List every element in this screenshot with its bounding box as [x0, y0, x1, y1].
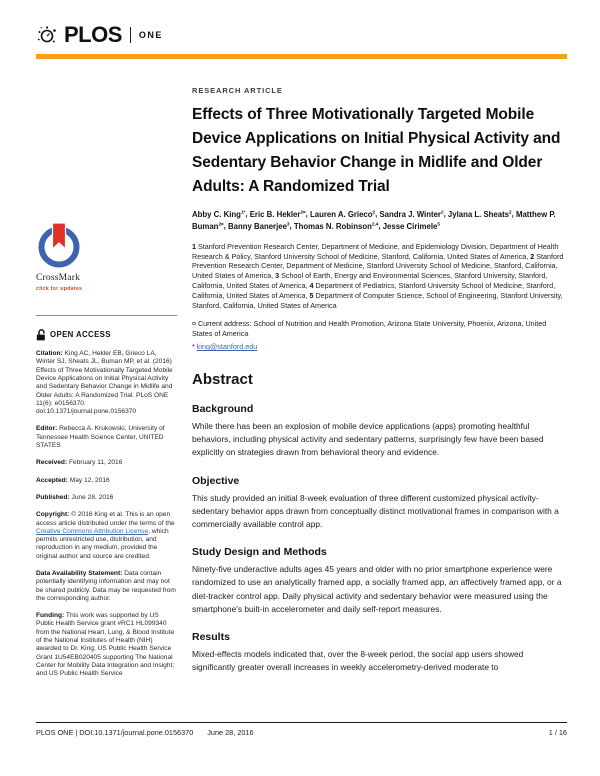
- crossmark-icon: [36, 222, 82, 268]
- funding-text: This work was supported by US Public Health Service grant #RC1 HL099340 from the National Heart, Lung, & Blood Institute of the National Institutes of Health (NIH) awarded to Dr. King; US Public Health Service Grant 1U54EB020405 supporting The National Center for Mobility Data Integration and Insight; and US Public Health Service: [36, 612, 175, 678]
- data-availability-label: Data Availability Statement:: [36, 570, 123, 577]
- copyright-block: [36, 511, 177, 561]
- citation-block: [36, 350, 177, 416]
- editor-label: Editor:: [36, 425, 58, 433]
- accepted-date: May 12, 2016: [69, 476, 110, 484]
- journal-masthead: [36, 20, 567, 50]
- crossmark-subtitle: click for updates: [36, 286, 83, 293]
- published-date: June 28, 2016: [71, 493, 114, 501]
- funding-block: [36, 612, 177, 678]
- open-access-label: OPEN ACCESS: [50, 330, 111, 340]
- section-heading-objective: Objective: [192, 474, 240, 487]
- author: Thomas N. Robinson$^{2,4}$: [293, 221, 379, 231]
- article-main-column: [192, 86, 568, 674]
- footer-rule: [36, 722, 567, 723]
- footer-left: [36, 728, 268, 737]
- author: Abby C. King$^{1*}$: [192, 209, 246, 219]
- logo-one-text: ONE: [138, 30, 163, 40]
- footer-journal-doi: PLOS ONE | DOI:10.1371/journal.pone.0156370: [36, 728, 194, 737]
- data-availability-block: [36, 570, 177, 603]
- affiliation-number: 1: [192, 241, 196, 251]
- logo-plos-text: PLOS: [64, 22, 122, 47]
- received-label: Received:: [36, 459, 68, 467]
- plos-one-logo: [36, 20, 567, 50]
- plos-sparkle-icon: [36, 24, 58, 46]
- accepted-label: Accepted:: [36, 476, 68, 484]
- article-metadata-sidebar: [36, 222, 177, 679]
- citation-label: Citation:: [36, 350, 63, 358]
- section-heading-background: Background: [192, 403, 254, 415]
- author: Eric B. Hekler$^{2¤}$: [249, 209, 306, 219]
- cc-license-link[interactable]: Creative Commons Attribution License: [36, 527, 149, 535]
- author: Jesse Cirimele$^5$: [382, 221, 440, 231]
- sidebar-divider: [36, 315, 177, 316]
- author-line: Abby C. King$^{1*}$, Eric B. Hekler$^{2¤}$, Lauren A. Grieco$^2$, Sandra J. Winter$^2$, Jylana L. Sheats$^2$, Matthew P. Buman$^{2¤}$, Banny Banerjee$^3$, Thomas N. Robinson$^{2,4}$, Jesse Cirimele$^5$: [192, 209, 556, 231]
- affiliation-text: Department of Pediatrics, Stanford University School of Medicine, Stanford, California, United States of America,: [192, 281, 556, 301]
- article-type-kicker: RESEARCH ARTICLE: [192, 86, 283, 95]
- published-label: Published:: [36, 493, 70, 501]
- crossmark-badge[interactable]: [36, 222, 177, 293]
- accepted-block: [36, 477, 177, 485]
- author: Jylana L. Sheats$^2$: [447, 209, 512, 219]
- section-heading-results: Results: [192, 631, 230, 644]
- open-lock-icon: [36, 329, 46, 341]
- corresponding-marker: *: [192, 342, 197, 351]
- open-access-row: [36, 329, 177, 341]
- logo-divider: [130, 27, 131, 43]
- funding-label: Funding:: [36, 612, 65, 620]
- header-accent-bar: [36, 54, 567, 59]
- author: Sandra J. Winter$^2$: [379, 209, 444, 219]
- affiliation-text: Stanford Prevention Research Center, Department of Medicine, Stanford University School of Medicine, Stanford, California, United States of America,: [192, 251, 564, 281]
- abstract-heading: Abstract: [192, 371, 253, 388]
- affiliation-text: Department of Computer Science, School of Engineering, Stanford University, Stanford, California, United States of America: [192, 291, 563, 311]
- received-block: [36, 459, 177, 467]
- corresponding-email-link[interactable]: king@stanford.edu: [196, 342, 258, 351]
- section-body-results: Mixed-effects models indicated that, over the 8-week period, the social app users showed significantly greater overall increases in weekly accelerometry-derived moderate to: [192, 649, 524, 673]
- affiliation-number: 3: [275, 271, 280, 281]
- section-body-background: While there has been an explosion of mobile device applications (apps) promoting healthful behaviors, including physical activity and sedentary patterns, surprisingly few have been based explicitly on strategies drawn from behavioral theory and evidence.: [192, 421, 544, 458]
- affiliation-text: Stanford Prevention Research Center, Department of Medicine, and Epidemiology Division, Department of Health Research & Policy, Stanford University School of Medicine, Stanford, California, United States of America,: [192, 241, 559, 261]
- received-date: February 11, 2016: [69, 459, 123, 467]
- author: Lauren A. Grieco$^2$: [309, 209, 376, 219]
- copyright-post: , which permits unrestricted use, distribution, and reproduction in any medium, provided the original author and source are credited.: [36, 527, 169, 560]
- affiliation-number: 5: [309, 291, 314, 301]
- affiliation-text: School of Earth, Energy and Environmental Sciences, Stanford University, Stanford, California, United States of America,: [192, 271, 548, 291]
- data-availability-text: Data contain potentially identifying information and may not be shared publicly. Data may be requested from the corresponding author.: [36, 570, 176, 602]
- editor-text: Rebecca A. Krukowski, University of Tennessee Health Science Center, UNITED STATES: [36, 425, 165, 450]
- current-address-note: ¤ Current address: School of Nutrition and Health Promotion, Arizona State University, Phoenix, Arizona, United States of America: [192, 319, 547, 339]
- article-title: Effects of Three Motivationally Targeted Mobile Device Applications on Initial Physical Activity and Sedentary Behavior Change in Midlife and Older Adults: A Randomized Trial: [192, 106, 561, 195]
- corresponding-author-line: [192, 342, 568, 351]
- page-footer: [36, 728, 567, 737]
- copyright-label: Copyright:: [36, 511, 70, 519]
- footer-date: June 28, 2016: [207, 728, 254, 737]
- crossmark-title: CrossMark: [36, 273, 81, 284]
- affiliation-number: 4: [309, 281, 314, 291]
- section-heading-methods: Study Design and Methods: [192, 546, 327, 559]
- footer-page-number: 1 / 16: [548, 728, 567, 737]
- affiliations-block: [192, 242, 568, 312]
- citation-text: King AC, Hekler EB, Grieco LA, Winter SJ, Sheats JL, Buman MP, et al. (2016) Effects of Three Motivationally Targeted Mobile Device Applications on Initial Physical Activity and Sedentary Behavior Change in Midlife and Older Adults: A Randomized Trial. PLoS ONE 11(6): e0156370. doi:10.1371/journal.pone.0156370: [36, 350, 173, 416]
- author: Matthew P. Buman$^{2¤}$: [192, 209, 556, 231]
- author: Banny Banerjee$^3$: [227, 221, 290, 231]
- editor-block: [36, 425, 177, 450]
- copyright-pre: © 2016 King et al. This is an open access article distributed under the terms of the: [36, 511, 175, 527]
- section-body-methods: Ninety-five underactive adults ages 45 years and older with no prior smartphone experience were randomized to use an analytically framed app, a socially framed app, an affectively framed app, or a diet-tracker control app. Daily physical activity and sedentary behavior were measured using the smartphone's built-in accelerometer and daily self-report measures.: [192, 564, 562, 614]
- section-body-objective: This study provided an initial 8-week evaluation of three different customized physical activity-sedentary behavior apps drawn from conceptually distinct motivational frames in comparison with a commercially available control app.: [192, 492, 559, 530]
- affiliation-number: 2: [530, 251, 535, 261]
- published-block: [36, 494, 177, 502]
